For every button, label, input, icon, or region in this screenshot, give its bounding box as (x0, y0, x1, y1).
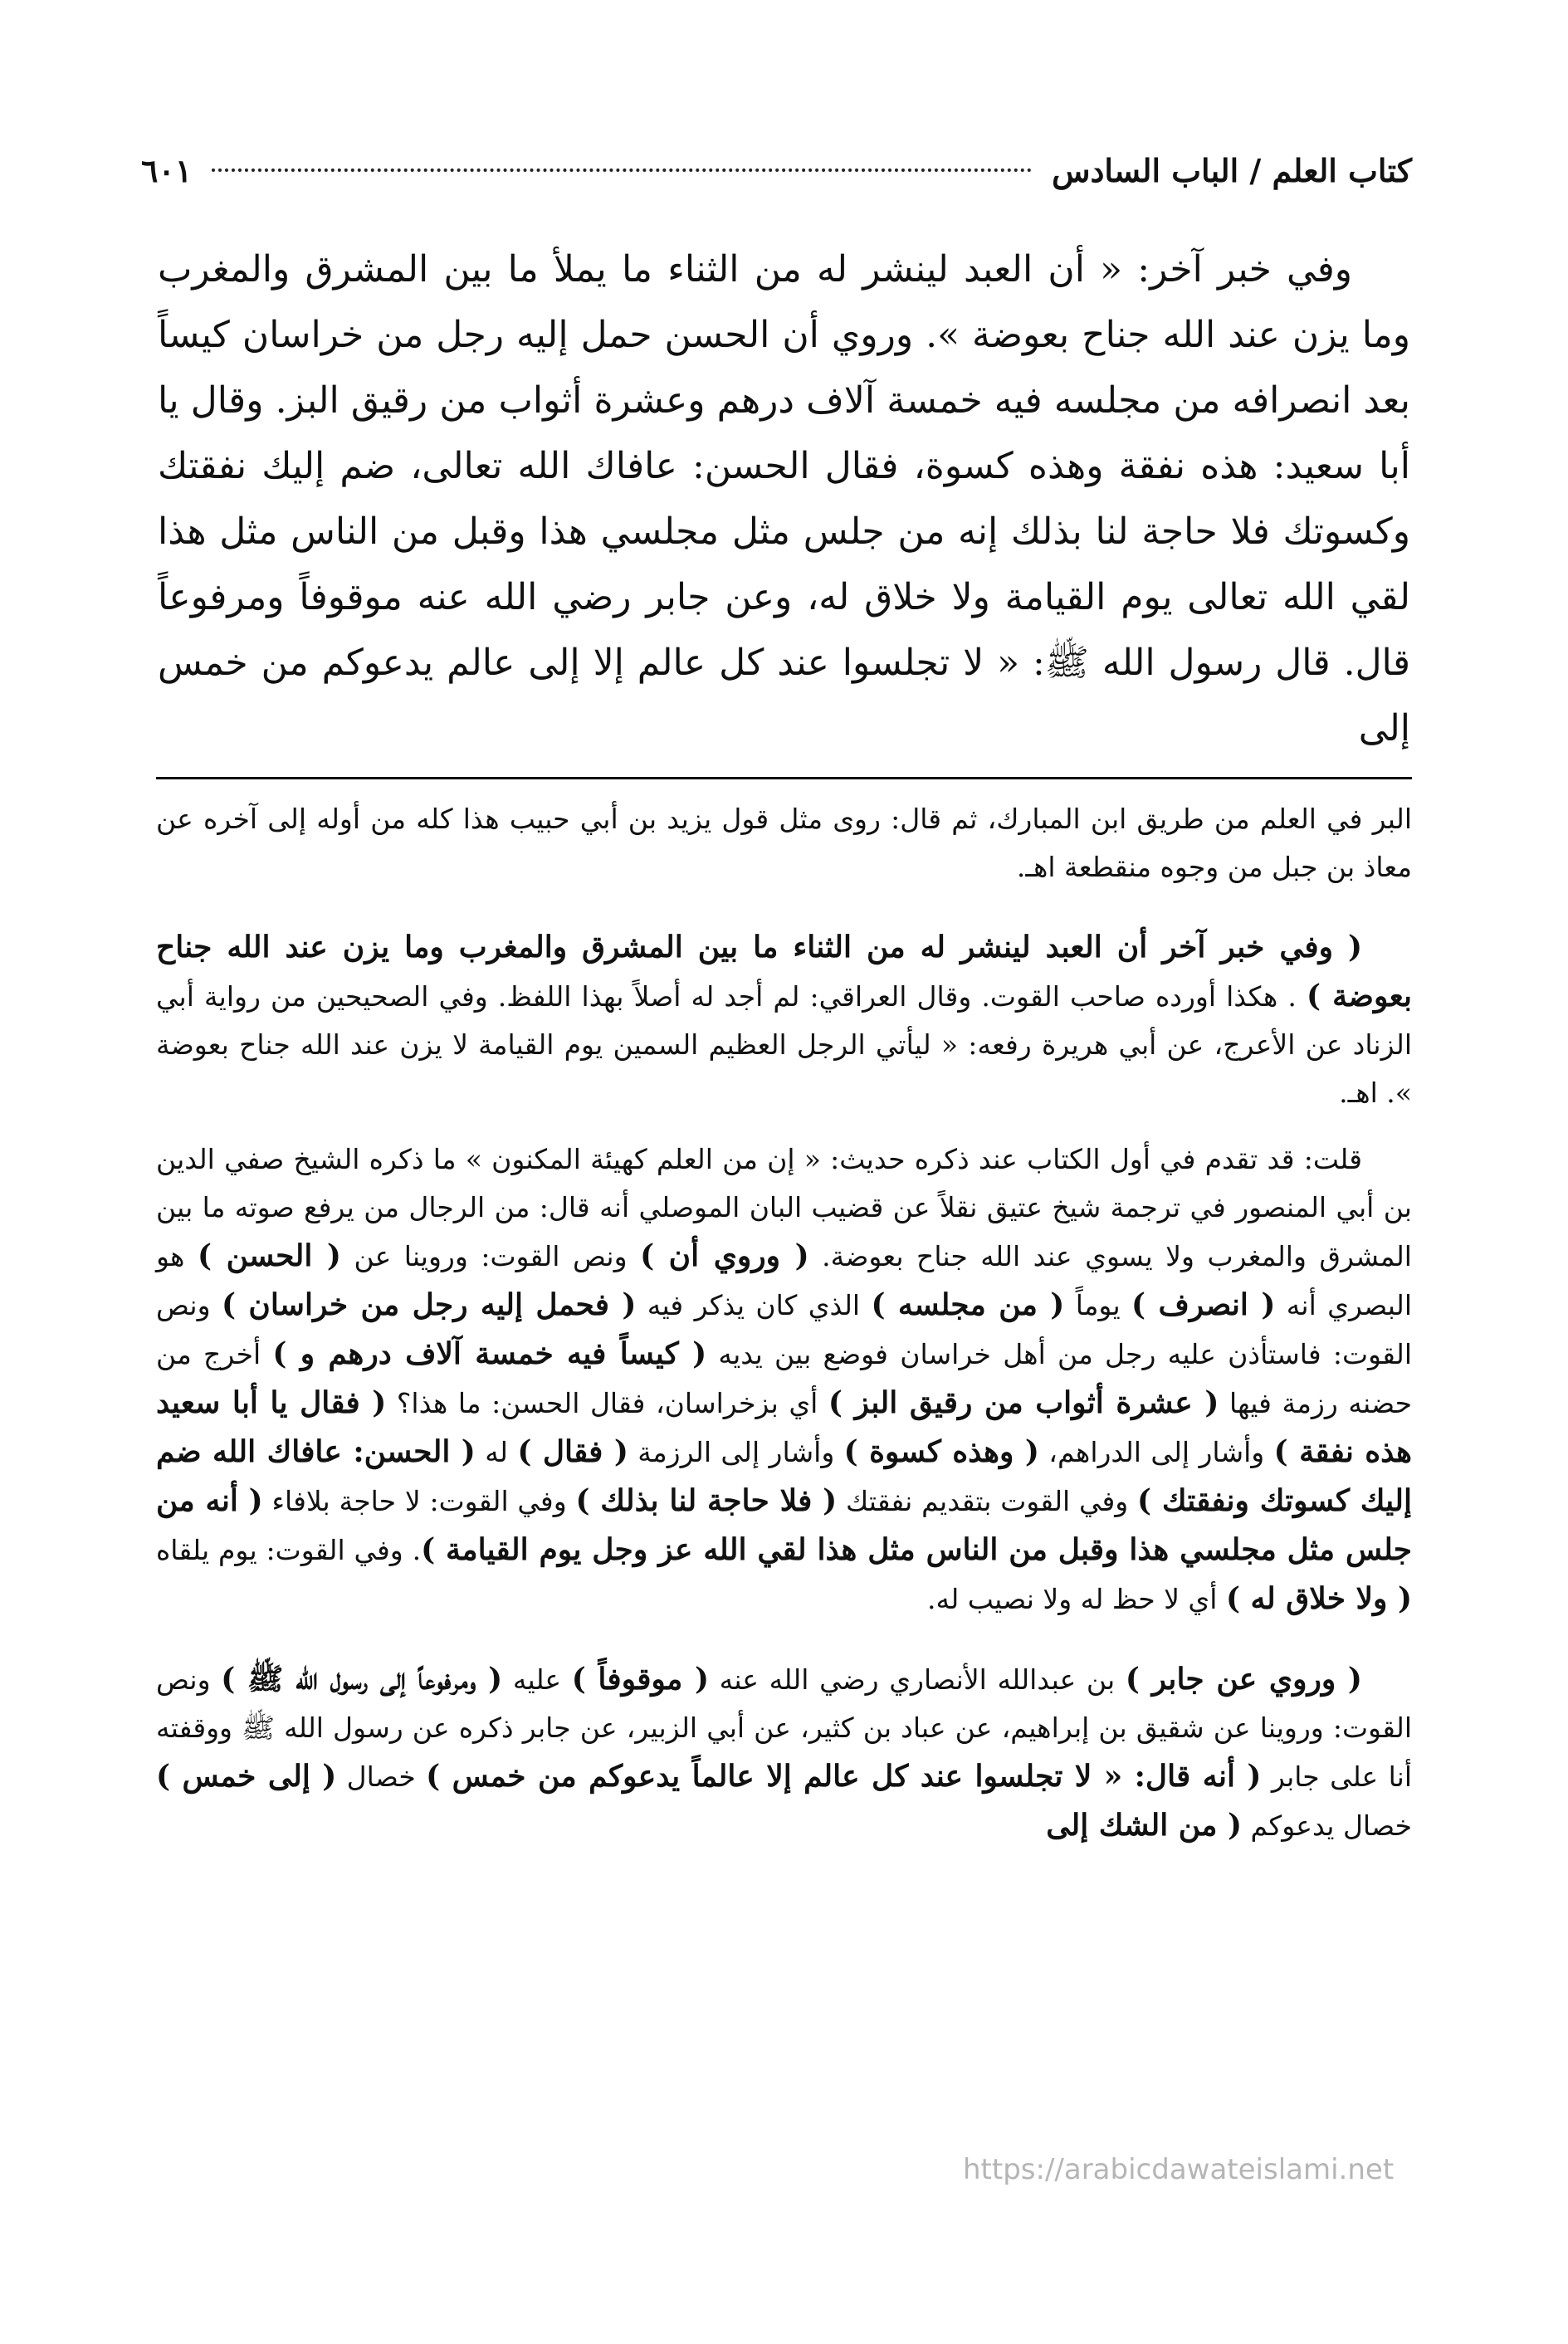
quoted-text: ( انصرف ) (1131, 1287, 1276, 1322)
quoted-text: ( الحسن: عافاك الله ضم إليك كسوتك ونفقتك ) (156, 1434, 1412, 1518)
commentary-text: وأشار إلى الرزمة (637, 1436, 835, 1468)
quoted-text: ( الحسن ) (197, 1238, 341, 1273)
commentary-text: قلت: قد تقدم في أول الكتاب عند ذكره حديث: « إن من العلم كهيئة المكنون » ما ذكره الشيخ صفي الدين بن أبي المنصور في ترجمة شيخ عتيق نقلاً عن قضيب البان الموصلي أنه قال: من الرجال من يرفع صوته ما بين المشرق والمغرب ولا يسوي عند الله جناح بعوضة. (156, 1143, 1412, 1272)
commentary-text: ونص القوت: فاستأذن عليه رجل من أهل خراسان فوضع بين يديه (156, 1289, 1412, 1370)
running-header (141, 133, 1412, 208)
commentary-text: وأشار إلى الدراهم، (1048, 1436, 1265, 1468)
page-number: ٦٠١ (141, 151, 193, 189)
quoted-text: ( فقال ) (517, 1434, 628, 1469)
website-watermark: https://arabicdawateislami.net (963, 2153, 1395, 2186)
commentary (156, 795, 1412, 1868)
commentary-text: وفي القوت: لا حاجة بلافاء (271, 1485, 567, 1517)
commentary-text: أي لا حظ له ولا نصيب له. (927, 1583, 1218, 1615)
commentary-paragraph-3 (156, 1135, 1412, 1624)
footnote-separator (156, 777, 1412, 779)
commentary-text: ونص القوت: وروينا عن (354, 1240, 628, 1272)
commentary-text: . هكذا أورده صاحب القوت. وقال العراقي: لم أجد له أصلاً بهذا اللفظ. وفي الصحيحين من رواية أبي الزناد عن الأعرج، عن أبي هريرة رفعه: « ليأتي الرجل العظيم السمين يوم القيامة لا يزن عند الله جناح بعوضة ». اهـ. (156, 980, 1412, 1109)
commentary-paragraph-2 (156, 923, 1412, 1117)
commentary-text: ونص القوت: وروينا عن شقيق بن إبراهيم، عن عباد بن كثير، عن أبي الزبير، عن جابر ذكره عن رسول الله ﷺ ووقفته أنا على جابر (156, 1663, 1412, 1793)
commentary-text: وفي القوت بتقديم نفقتك (845, 1485, 1129, 1517)
quoted-text: ( فلا حاجة لنا بذلك ) (575, 1483, 838, 1518)
quoted-text: ( وهذه كسوة ) (843, 1434, 1039, 1469)
commentary-text: عليه (512, 1663, 562, 1696)
commentary-text: أي بزخراسان، فقال الحسن: ما هذا؟ (396, 1387, 818, 1419)
commentary-text: هو البصري أنه (156, 1240, 1412, 1321)
book-section-title: كتاب العلم / الباب السادس (1052, 151, 1412, 189)
quoted-text: ( إلى خمس ) (156, 1759, 337, 1794)
quoted-text: ( عشرة أثواب من رقيق البز ) (828, 1385, 1219, 1420)
commentary-text: يوماً (1075, 1289, 1121, 1321)
commentary-text: خصال يدعوكم (1250, 1809, 1412, 1842)
quoted-text: ( ومرفوعاً إلى رسول الله ﷺ ) (221, 1662, 503, 1697)
quoted-text: ( أنه قال: « لا تجلسوا عند كل عالم إلا عالماً يدعوكم من خمس ) (426, 1759, 1262, 1794)
quoted-text: ( وفي خبر آخر أن العبد لينشر له من الثناء ما بين المشرق والمغرب وما يزن عند الله جناح بعوضة ) (156, 930, 1412, 1013)
quoted-text: ( وروي عن جابر ) (1125, 1662, 1362, 1697)
quoted-text: ( وروي أن ) (640, 1238, 809, 1273)
quoted-text: ( من الشك إلى (1046, 1808, 1243, 1843)
quoted-text: ( كيساً فيه خمسة آلاف درهم و ) (272, 1336, 707, 1371)
quoted-text: ( موقوفاً ) (571, 1662, 710, 1697)
quoted-text: ( فحمل إليه رجل من خراسان ) (221, 1287, 637, 1322)
quoted-text: ( ولا خلاق له ) (1225, 1581, 1412, 1616)
commentary-text: . وفي القوت: يوم يلقاه (156, 1534, 422, 1566)
commentary-paragraph-4 (156, 1655, 1412, 1850)
main-text (158, 237, 1410, 761)
commentary-text: خصال (346, 1760, 416, 1793)
commentary-text: له (485, 1436, 508, 1468)
main-paragraph: وفي خبر آخر: « أن العبد لينشر له من الثناء ما يملأ ما بين المشرق والمغرب وما يزن عند الله جناح بعوضة ». وروي أن الحسن حمل إليه رجل من خراسان كيساً بعد انصرافه من مجلسه فيه خمسة آلاف درهم وعشرة أثواب من رقيق البز. وقال يا أبا سعيد: هذه نفقة وهذه كسوة، فقال الحسن: عافاك الله تعالى، ضم إليك نفقتك وكسوتك فلا حاجة لنا بذلك إنه من جلس مثل مجلسي هذا وقبل من الناس مثل هذا لقي الله تعالى يوم القيامة ولا خلاق له، وعن جابر رضي الله عنه موقوفاً ومرفوعاً قال. قال رسول الله ﷺ: « لا تجلسوا عند كل عالم إلا إلى عالم يدعوكم من خمس إلى (158, 248, 1410, 750)
dotted-leader (212, 168, 1032, 172)
commentary-text: بن عبدالله الأنصاري رضي الله عنه (719, 1663, 1116, 1696)
quoted-text: ( فقال يا أبا سعيد هذه نفقة ) (156, 1385, 1413, 1469)
quoted-text: ( من مجلسه ) (871, 1287, 1065, 1322)
commentary-paragraph-1: البر في العلم من طريق ابن المبارك، ثم قال: روى مثل قول يزيد بن أبي حبيب هذا كله من أوله إلى آخره عن معاذ بن جبل من وجوه منقطعة اهـ. (156, 803, 1412, 883)
commentary-text: أخرج من حضنه رزمة فيها (156, 1338, 1412, 1419)
commentary-text: الذي كان يذكر فيه (647, 1289, 861, 1321)
quoted-text: ( أنه من جلس مثل مجلسي هذا وقبل من الناس مثل هذا لقي الله عز وجل يوم القيامة ) (156, 1483, 1413, 1567)
